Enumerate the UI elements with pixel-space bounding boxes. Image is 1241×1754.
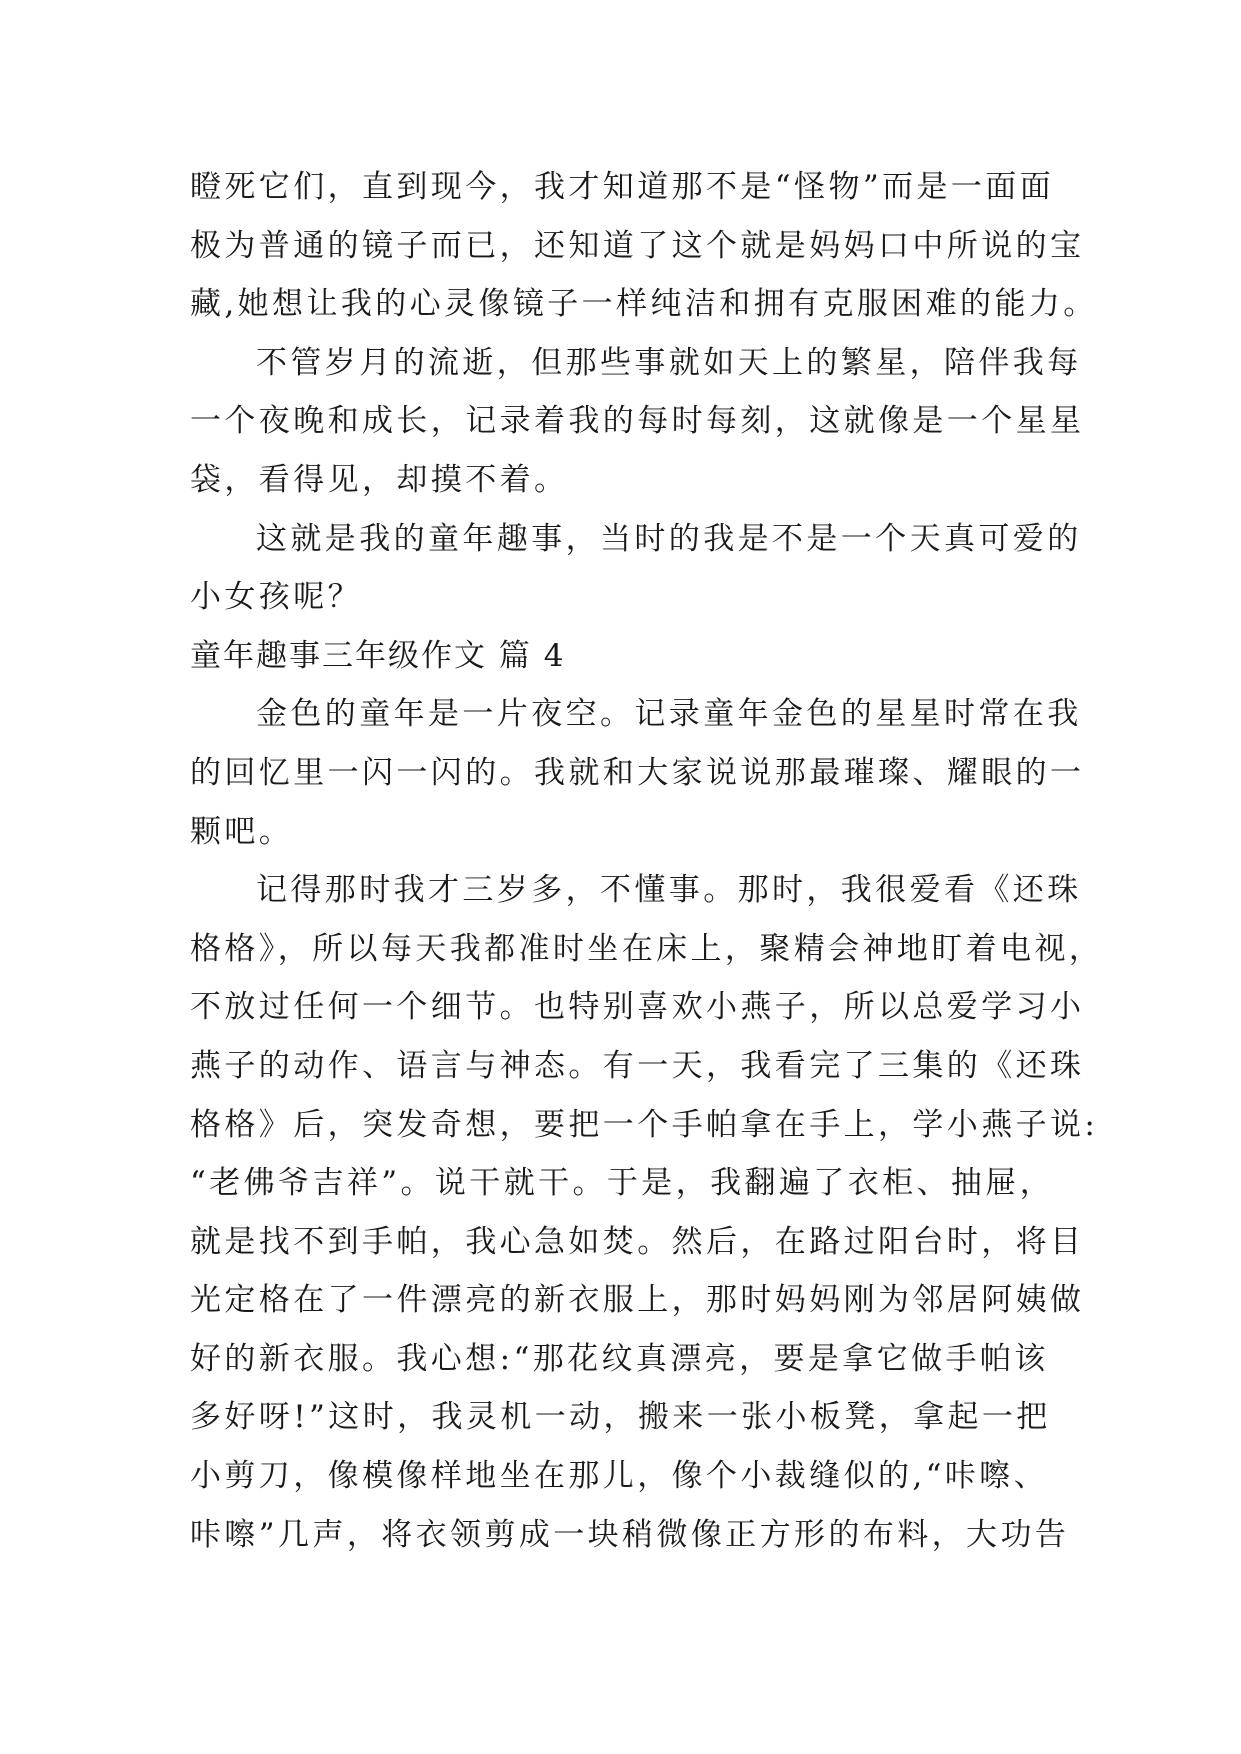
text-line: 格格》，所以每天我都准时坐在床上，聚精会神地盯着电视， [190, 930, 1104, 967]
text-line: 这就是我的童年趣事，当时的我是不是一个天真可爱的 [256, 520, 1082, 557]
text-line: 金色的童年是一片夜空。记录童年金色的星星时常在我 [256, 696, 1082, 733]
text-line: 就是找不到手帕，我心急如焚。然后，在路过阳台时，将目 [190, 1223, 1085, 1260]
text-line: 瞪死它们，直到现今，我才知道那不是“怪物”而是一面面 [190, 169, 1055, 205]
text-line: 袋，看得见，却摸不着。 [190, 461, 569, 498]
text-line: 好的新衣服。我心想:“那花纹真漂亮，要是拿它做手帕该 [190, 1340, 1049, 1377]
text-line: 藏,她想让我的心灵像镜子一样纯洁和拥有克服困难的能力。 [190, 286, 1098, 323]
text-line: 不放过任何一个细节。也特别喜欢小燕子，所以总爱学习小 [190, 989, 1085, 1026]
text-line: 极为普通的镜子而已，还知道了这个就是妈妈口中所说的宝 [190, 227, 1085, 264]
text-line: 不管岁月的流逝，但那些事就如天上的繁星，陪伴我每 [256, 344, 1082, 381]
text-line: 小女孩呢？ [190, 579, 362, 616]
text-line: 记得那时我才三岁多，不懂事。那时，我很爱看《还珠 [256, 872, 1082, 909]
text-line: 小剪刀，像模像样地坐在那儿，像个小裁缝似的,“咔嚓、 [190, 1458, 1049, 1495]
text-line: “老佛爷吉祥”。说干就干。于是，我翻遍了衣柜、抽屉， [190, 1165, 1055, 1202]
essay-text [190, 158, 1104, 1564]
text-line: 多好呀!”这时，我灵机一动，搬来一张小板凳，拿起一把 [190, 1399, 1051, 1436]
text-line: 格格》后，突发奇想，要把一个手帕拿在手上，学小燕子说: [190, 1106, 1099, 1143]
text-line: 燕子的动作、语言与神态。有一天，我看完了三集的《还珠 [190, 1047, 1085, 1084]
text-line: 咔嚓”几声，将衣领剪成一块稍微像正方形的布料，大功告 [190, 1516, 1070, 1553]
text-line: 一个夜晚和成长，记录着我的每时每刻，这就像是一个星星 [190, 403, 1085, 440]
text-line: 光定格在了一件漂亮的新衣服上，那时妈妈刚为邻居阿姨做 [190, 1282, 1085, 1319]
text-line: 的回忆里一闪一闪的。我就和大家说说那最璀璨、耀眼的一 [190, 754, 1085, 791]
text-line: 颗吧。 [190, 813, 294, 850]
section-heading: 童年趣事三年级作文 篇 4 [190, 637, 566, 674]
